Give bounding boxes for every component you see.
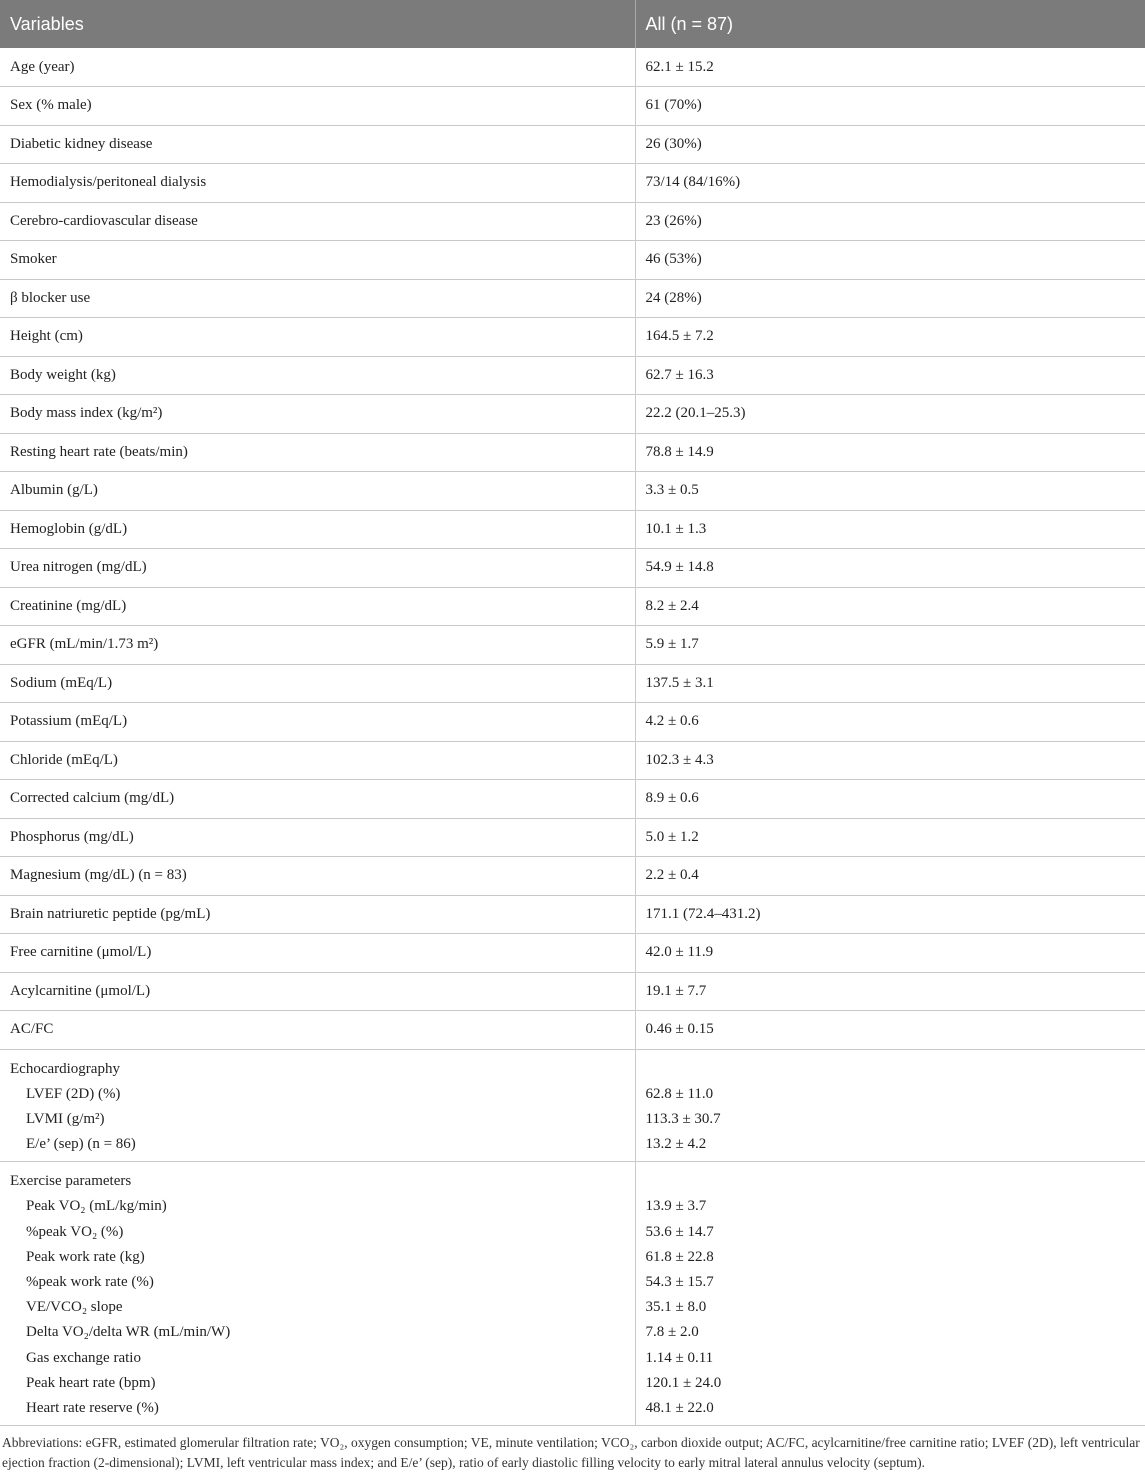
variable-label: Creatinine (mg/dL) [0,587,635,626]
table-row [0,895,1145,934]
table-row [0,125,1145,164]
variable-label: Hemoglobin (g/dL) [0,510,635,549]
exercise-value: 7.8 ± 2.0 [645,1324,699,1341]
exercise-label: Gas exchange ratio [26,1349,141,1366]
table-row [0,818,1145,857]
exercise-label: Heart rate reserve (%) [26,1399,159,1416]
variable-label: Body weight (kg) [0,356,635,395]
table-row [0,87,1145,126]
table-row [0,741,1145,780]
variable-value: 46 (53%) [635,241,1145,280]
variable-label: Magnesium (mg/dL) (n = 83) [0,857,635,896]
variable-value: 2.2 ± 0.4 [635,857,1145,896]
exercise-value: 1.14 ± 0.11 [645,1349,714,1366]
variable-label: Corrected calcium (mg/dL) [0,780,635,819]
echocardiography-title: Echocardiography [10,1060,120,1077]
variable-label: Body mass index (kg/m²) [0,395,635,434]
variable-value: 5.0 ± 1.2 [635,818,1145,857]
variable-label: Sodium (mEq/L) [0,664,635,703]
variable-label: Albumin (g/L) [0,472,635,511]
variable-label: Sex (% male) [0,87,635,126]
table-footnote: Abbreviations: eGFR, estimated glomerular filtration rate; VO₂, oxygen consumption; VE, minute ventilation; VCO₂, carbon dioxide output; AC/FC, acylcarnitine/free carnitine ratio; LVEF (2D), left ventricular ejection fraction (2-dimensional); LVMI, left ventricular mass index; and E/e’ (sep), ratio of early diastolic filling velocity to early mitral lateral annulus velocity (septum). [2,1435,1140,1470]
variable-label: Urea nitrogen (mg/dL) [0,549,635,588]
echocardiography-values [635,1049,1145,1162]
variable-label: Acylcarnitine (μmol/L) [0,972,635,1011]
variable-label: Chloride (mEq/L) [0,741,635,780]
table-row [0,1011,1145,1050]
variable-label: AC/FC [0,1011,635,1050]
variable-value: 42.0 ± 11.9 [635,934,1145,973]
variable-value: 22.2 (20.1–25.3) [635,395,1145,434]
echocardiography-group [0,1049,1145,1162]
variable-value: 62.1 ± 15.2 [635,48,1145,87]
table-row [0,549,1145,588]
table-body [0,48,1145,1426]
variable-label: Smoker [0,241,635,280]
variable-value: 26 (30%) [635,125,1145,164]
variable-value: 62.7 ± 16.3 [635,356,1145,395]
table-row [0,241,1145,280]
variable-label: Diabetic kidney disease [0,125,635,164]
echo-label: LVMI (g/m²) [26,1110,105,1127]
exercise-value: 120.1 ± 24.0 [645,1374,722,1391]
table-header-row [0,0,1145,48]
table-row [0,934,1145,973]
variable-label: Free carnitine (μmol/L) [0,934,635,973]
variable-value: 102.3 ± 4.3 [635,741,1145,780]
variable-value: 5.9 ± 1.7 [635,626,1145,665]
exercise-value: 13.9 ± 3.7 [645,1198,707,1215]
variable-value: 0.46 ± 0.15 [635,1011,1145,1050]
table-row [0,395,1145,434]
table-row [0,356,1145,395]
exercise-label: Peak VO₂ (mL/kg/min) [26,1198,167,1215]
exercise-label: %peak work rate (%) [26,1274,154,1290]
table-row [0,202,1145,241]
exercise-label: Delta VO₂/delta WR (mL/min/W) [26,1324,231,1341]
variable-value: 23 (26%) [635,202,1145,241]
variable-value: 171.1 (72.4–431.2) [635,895,1145,934]
variable-value: 73/14 (84/16%) [635,164,1145,203]
table-row [0,279,1145,318]
table-row [0,972,1145,1011]
variable-label: Age (year) [0,48,635,87]
table-row [0,472,1145,511]
variable-label: Phosphorus (mg/dL) [0,818,635,857]
variable-label: Potassium (mEq/L) [0,703,635,742]
exercise-values [635,1162,1145,1426]
exercise-value: 48.1 ± 22.0 [645,1399,714,1416]
echo-value: 113.3 ± 30.7 [645,1110,721,1127]
variable-value: 8.9 ± 0.6 [635,780,1145,819]
exercise-label: Peak heart rate (bpm) [26,1374,156,1391]
variable-value: 4.2 ± 0.6 [635,703,1145,742]
variable-label: Height (cm) [0,318,635,357]
echo-label: E/e’ (sep) (n = 86) [26,1136,136,1153]
table-row [0,780,1145,819]
exercise-parameters-group [0,1162,1145,1426]
variable-label: eGFR (mL/min/1.73 m²) [0,626,635,665]
exercise-label: Peak work rate (kg) [26,1248,145,1265]
table-row [0,626,1145,665]
echo-value: 62.8 ± 11.0 [645,1085,714,1102]
variable-label: Hemodialysis/peritoneal dialysis [0,164,635,203]
variable-value: 61 (70%) [635,87,1145,126]
variable-label: Brain natriuretic peptide (pg/mL) [0,895,635,934]
table-row [0,857,1145,896]
echocardiography-labels [0,1049,635,1162]
table-row [0,664,1145,703]
exercise-value: 61.8 ± 22.8 [645,1248,714,1265]
variable-value: 137.5 ± 3.1 [635,664,1145,703]
table-row [0,164,1145,203]
exercise-value: 35.1 ± 8.0 [645,1299,707,1316]
variable-label: Cerebro-cardiovascular disease [0,202,635,241]
echo-value: 13.2 ± 4.2 [645,1136,707,1153]
table-row [0,510,1145,549]
exercise-label: %peak VO₂ (%) [26,1223,124,1240]
variable-value: 164.5 ± 7.2 [635,318,1145,357]
variable-value: 19.1 ± 7.7 [635,972,1145,1011]
exercise-title: Exercise parameters [10,1173,132,1190]
exercise-value: 53.6 ± 14.7 [645,1223,714,1240]
variable-label: β blocker use [0,279,635,318]
table-row [0,703,1145,742]
echo-label: LVEF (2D) (%) [26,1085,121,1102]
exercise-value: 54.3 ± 15.7 [645,1274,714,1290]
table-row [0,587,1145,626]
table-row [0,48,1145,87]
variable-value: 78.8 ± 14.9 [635,433,1145,472]
table-row [0,433,1145,472]
variable-value: 10.1 ± 1.3 [635,510,1145,549]
header-all: All (n = 87) [635,0,1145,48]
variable-value: 24 (28%) [635,279,1145,318]
variable-value: 8.2 ± 2.4 [635,587,1145,626]
variable-value: 54.9 ± 14.8 [635,549,1145,588]
exercise-label: VE/VCO₂ slope [26,1299,123,1316]
exercise-labels [0,1162,635,1426]
variable-label: Resting heart rate (beats/min) [0,433,635,472]
table-row [0,318,1145,357]
header-variables: Variables [0,0,635,48]
variable-value: 3.3 ± 0.5 [635,472,1145,511]
